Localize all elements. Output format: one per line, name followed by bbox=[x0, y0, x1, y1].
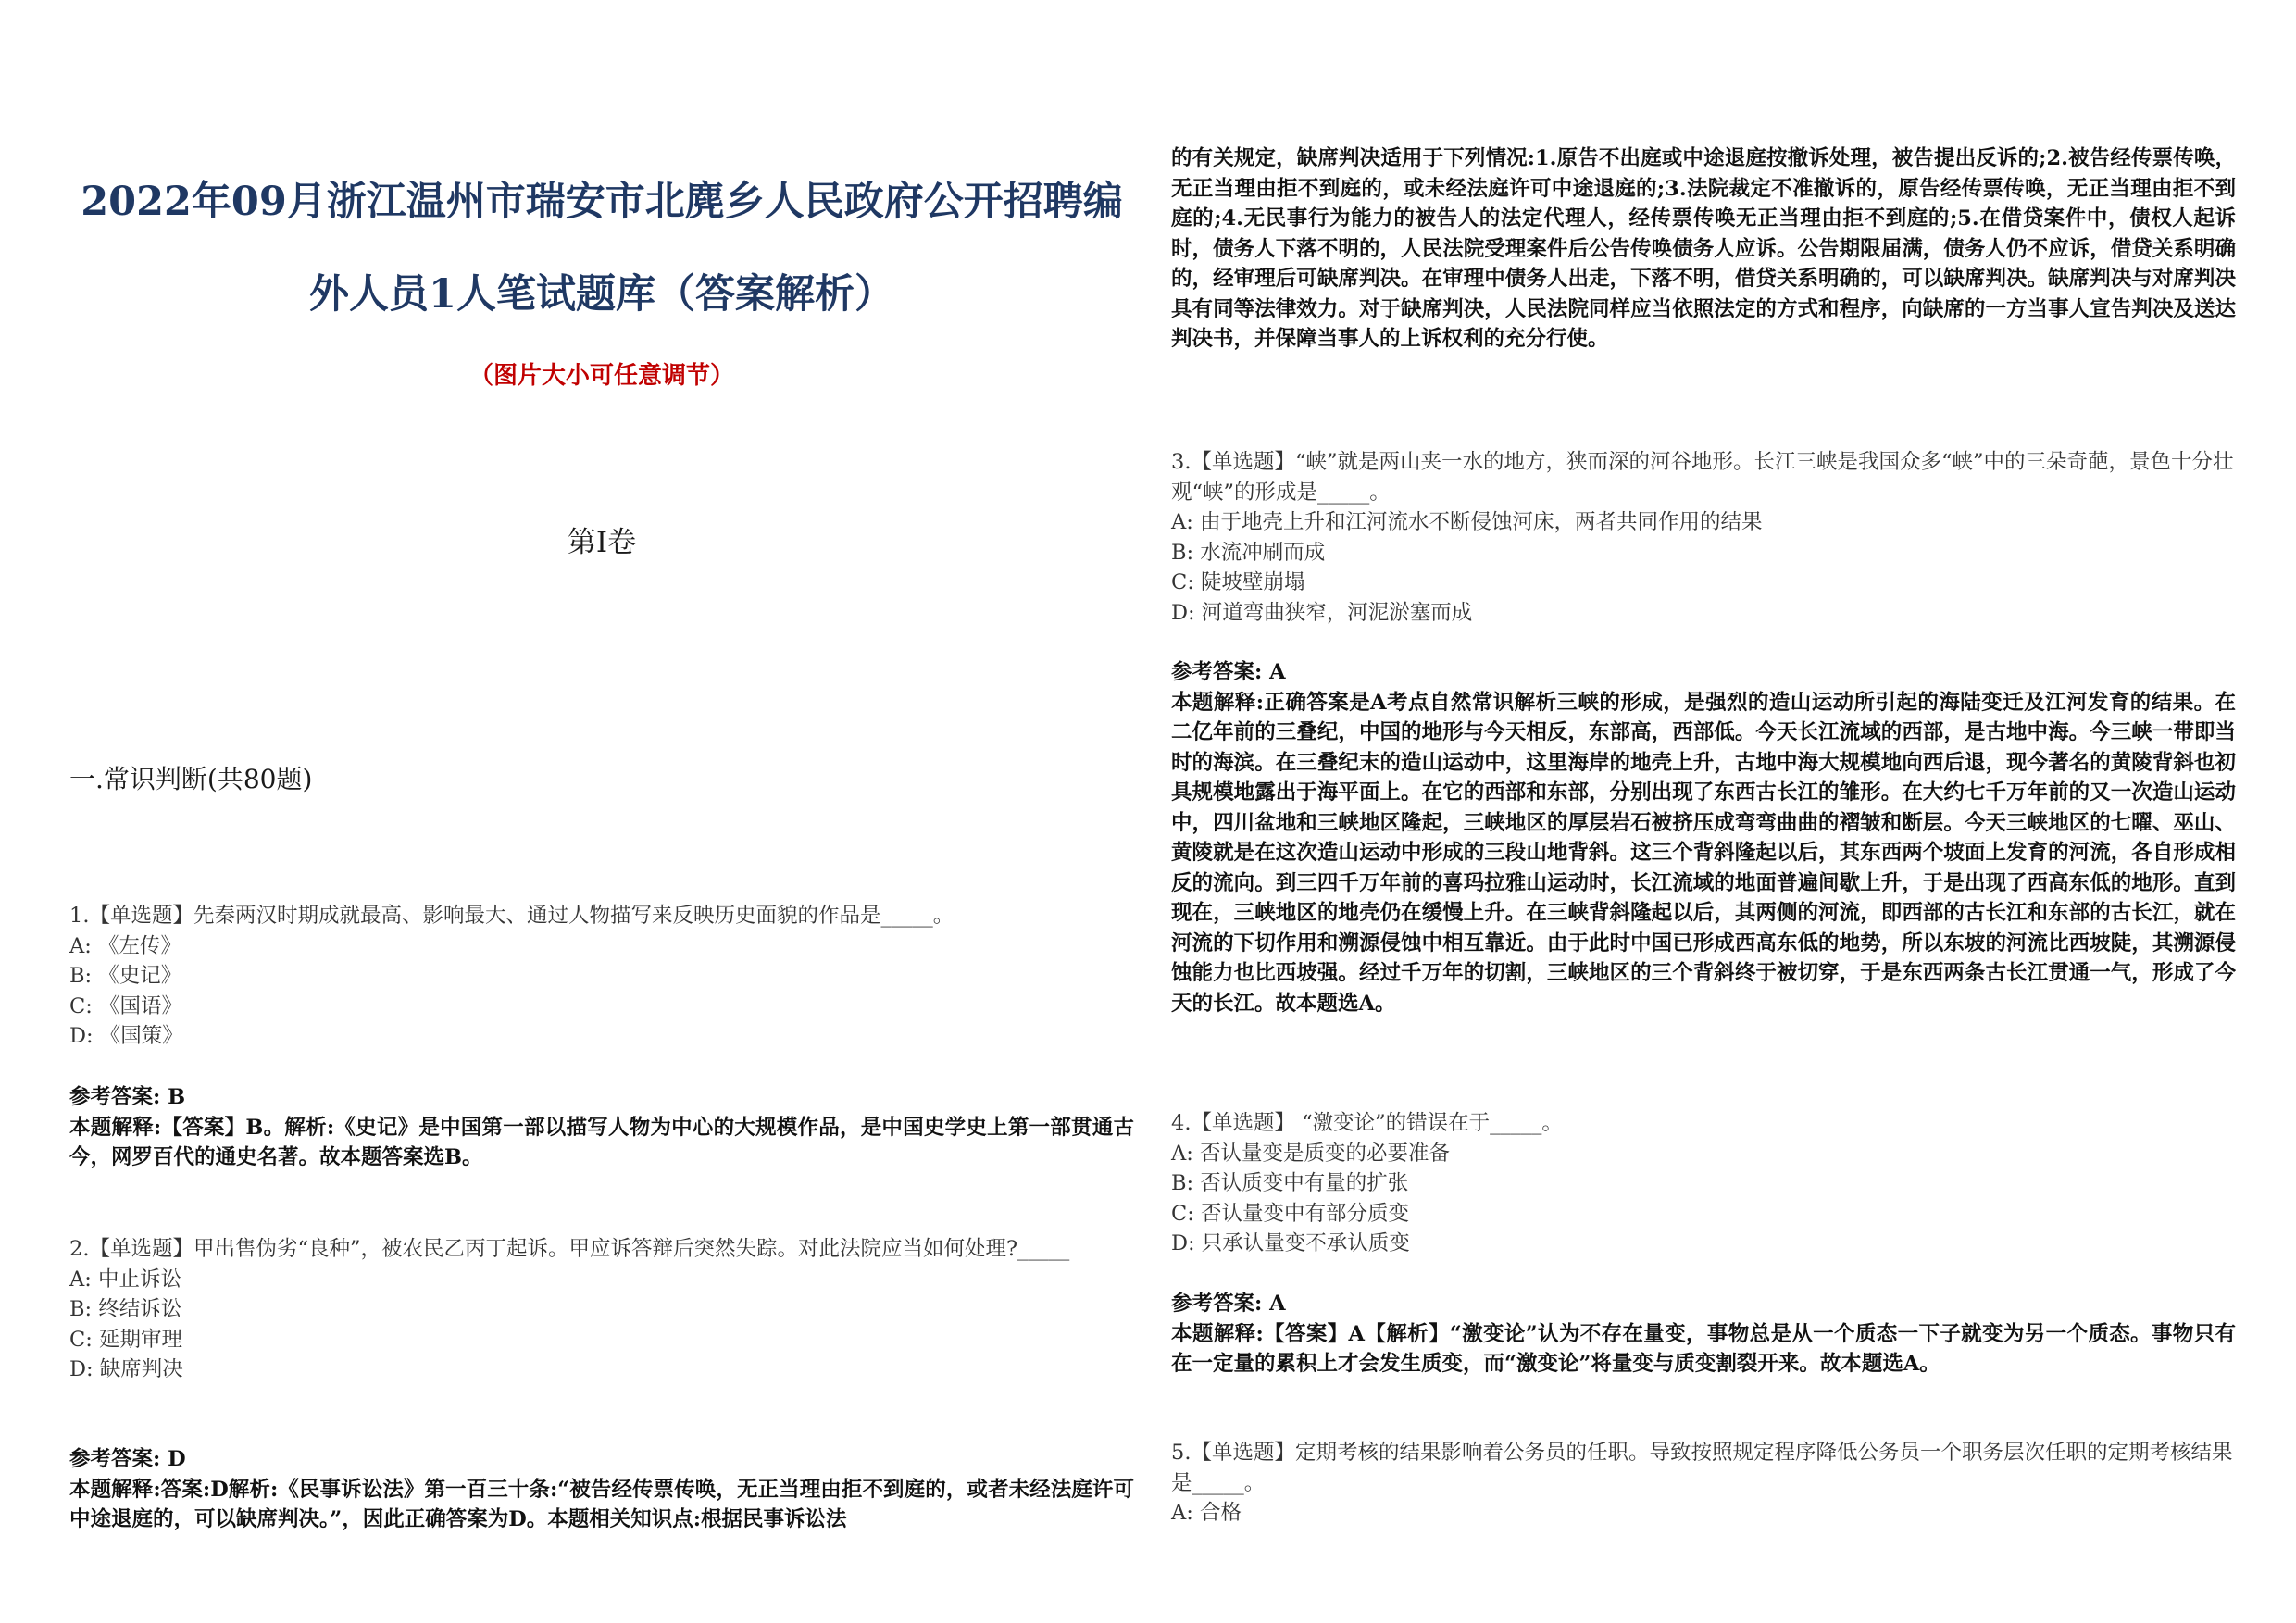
option-c: C: 否认量变中有部分质变 bbox=[1171, 1201, 1409, 1226]
document-title: 2022年09月浙江温州市瑞安市北麂乡人民政府公开招聘编外人员1人笔试题库（答案解析） bbox=[81, 179, 1123, 318]
option-c: C: 延期审理 bbox=[69, 1327, 182, 1352]
question-3 bbox=[1171, 447, 2236, 628]
answer-explanation: 本题解释:【答案】B。解析:《史记》是中国第一部以描写人物为中心的大规模作品，是中国史学史上第一部贯通古今，网罗百代的通史名著。故本题答案选B。 bbox=[69, 1115, 1134, 1169]
reference-answer: 参考答案: B bbox=[69, 1085, 186, 1109]
answer-block-4 bbox=[1171, 1289, 2236, 1380]
answer-explanation: 本题解释:正确答案是A考点自然常识解析三峡的形成，是强烈的造山运动所引起的海陆变迁及江河发育的结果。在二亿年前的三叠纪，中国的地形与今天相反，东部高，西部低。今天长江流域的西部，是古地中海。今三峡一带即当时的海滨。在三叠纪末的造山运动中，这里海岸的地壳上升，古地中海大规模地向西后退，现今著名的黄陵背斜也初具规模地露出于海平面上。在它的西部和东部，分别出现了东西古长江的雏形。在大约七千万年前的又一次造山运动中，四川盆地和三峡地区隆起，三峡地区的厚层岩石被挤压成弯弯曲曲的褶皱和断层。今天三峡地区的七曜、巫山、黄陵就是在这次造山运动中形成的三段山地背斜。这三个背斜隆起以后，其东西两个坡面上发育的河流，各自形成相反的流向。到三四千万年前的喜玛拉雅山运动时，长江流域的地面普遍间歇上升，于是出现了西高东低的地形。直到现在，三峡地区的地壳仍在缓慢上升。在三峡背斜隆起以后，其两侧的河流，即西部的古长江和东部的古长江，就在河流的下切作用和溯源侵蚀中相互靠近。由于此时中国已形成西高东低的地势，所以东坡的河流比西坡陡，其溯源侵蚀能力也比西坡强。经过千万年的切割，三峡地区的三个背斜终于被切穿，于是东西两条古长江贯通一气，形成了今天的长江。故本题选A。 bbox=[1171, 690, 2236, 1016]
question-stem: 4.【单选题】 “激变论”的错误在于_____。 bbox=[1171, 1111, 1563, 1135]
question-stem: 5.【单选题】定期考核的结果影响着公务员的任职。导致按照规定程序降低公务员一个职务层次任职的定期考核结果是_____。 bbox=[1171, 1441, 2233, 1495]
answer-block-1 bbox=[69, 1082, 1134, 1173]
option-c: C: 《国语》 bbox=[69, 993, 182, 1018]
question-stem: 3.【单选题】“峡”就是两山夹一水的地方，狭而深的河谷地形。长江三峡是我国众多“峡”中的三朵奇葩，景色十分壮观“峡”的形成是_____。 bbox=[1171, 450, 2234, 505]
question-1 bbox=[69, 901, 1134, 1052]
question-4 bbox=[1171, 1108, 2236, 1259]
right-column bbox=[1171, 0, 2236, 1623]
question-2 bbox=[69, 1234, 1134, 1385]
option-b: B: 《史记》 bbox=[69, 964, 182, 988]
question-stem: 2.【单选题】甲出售伪劣“良种”，被农民乙丙丁起诉。甲应诉答辩后突然失踪。对此法院应当如何处理?_____ bbox=[69, 1237, 1070, 1261]
option-a: A: 中止诉讼 bbox=[69, 1267, 181, 1292]
option-a: A: 由于地壳上升和江河流水不断侵蚀河床，两者共同作用的结果 bbox=[1171, 510, 1763, 534]
option-d: D: 《国策》 bbox=[69, 1024, 183, 1048]
option-b: B: 水流冲刷而成 bbox=[1171, 540, 1326, 565]
answer-explanation-continued: 的有关规定，缺席判决适用于下列情况:1.原告不出庭或中途退庭按撤诉处理，被告提出反诉的;2.被告经传票传唤，无正当理由拒不到庭的，或未经法庭许可中途退庭的;3.法院裁定不准撤诉的，原告经传票传唤，无正当理由拒不到庭的;4.无民事行为能力的被告人的法定代理人，经传票传唤无正当理由拒不到庭的;5.在借贷案件中，债权人起诉时，债务人下落不明的，人民法院受理案件后公告传唤债务人应诉。公告期限届满，债务人仍不应诉，借贷关系明确的，经审理后可缺席判决。在审理中债务人出走，下落不明，借贷关系明确的，可以缺席判决。缺席判决与对席判决具有同等法律效力。对于缺席判决，人民法院同样应当依照法定的方式和程序，向缺席的一方当事人宣告判决及送达判决书，并保障当事人的上诉权利的充分行使。 bbox=[1171, 146, 2236, 351]
answer-block-2 bbox=[69, 1444, 1134, 1535]
option-b: B: 否认质变中有量的扩张 bbox=[1171, 1171, 1409, 1195]
option-a: A: 《左传》 bbox=[69, 933, 181, 958]
option-d: D: 缺席判决 bbox=[69, 1357, 183, 1381]
reference-answer: 参考答案: A bbox=[1171, 1292, 1286, 1316]
volume-heading: 第I卷 bbox=[567, 526, 637, 559]
option-d: D: 河道弯曲狭窄，河泥淤塞而成 bbox=[1171, 600, 1473, 625]
document-subtitle: （图片大小可任意调节） bbox=[468, 362, 734, 390]
option-a: A: 合格 bbox=[1171, 1501, 1242, 1525]
answer-block-2-continued bbox=[1171, 144, 2236, 355]
answer-block-3 bbox=[1171, 657, 2236, 1018]
question-5 bbox=[1171, 1438, 2236, 1529]
reference-answer: 参考答案: A bbox=[1171, 660, 1286, 684]
option-b: B: 终结诉讼 bbox=[69, 1297, 182, 1321]
answer-explanation: 本题解释:答案:D解析:《民事诉讼法》第一百三十条:“被告经传票传唤，无正当理由拒不到庭的，或者未经法庭许可中途退庭的，可以缺席判决。”，因此正确答案为D。本题相关知识点:根据民事诉讼法 bbox=[69, 1477, 1134, 1531]
reference-answer: 参考答案: D bbox=[69, 1447, 186, 1471]
section-heading: 一.常识判断(共80题) bbox=[69, 764, 313, 794]
left-column bbox=[69, 0, 1134, 1623]
option-d: D: 只承认量变不承认质变 bbox=[1171, 1231, 1410, 1255]
option-c: C: 陡坡壁崩塌 bbox=[1171, 570, 1305, 594]
option-a: A: 否认量变是质变的必要准备 bbox=[1171, 1141, 1450, 1166]
question-stem: 1.【单选题】先秦两汉时期成就最高、影响最大、通过人物描写来反映历史面貌的作品是_____。 bbox=[69, 904, 955, 928]
answer-explanation: 本题解释:【答案】A【解析】“激变论”认为不存在量变，事物总是从一个质态一下子就变为另一个质态。事物只有在一定量的累积上才会发生质变，而“激变论”将量变与质变割裂开来。故本题选A。 bbox=[1171, 1321, 2236, 1376]
